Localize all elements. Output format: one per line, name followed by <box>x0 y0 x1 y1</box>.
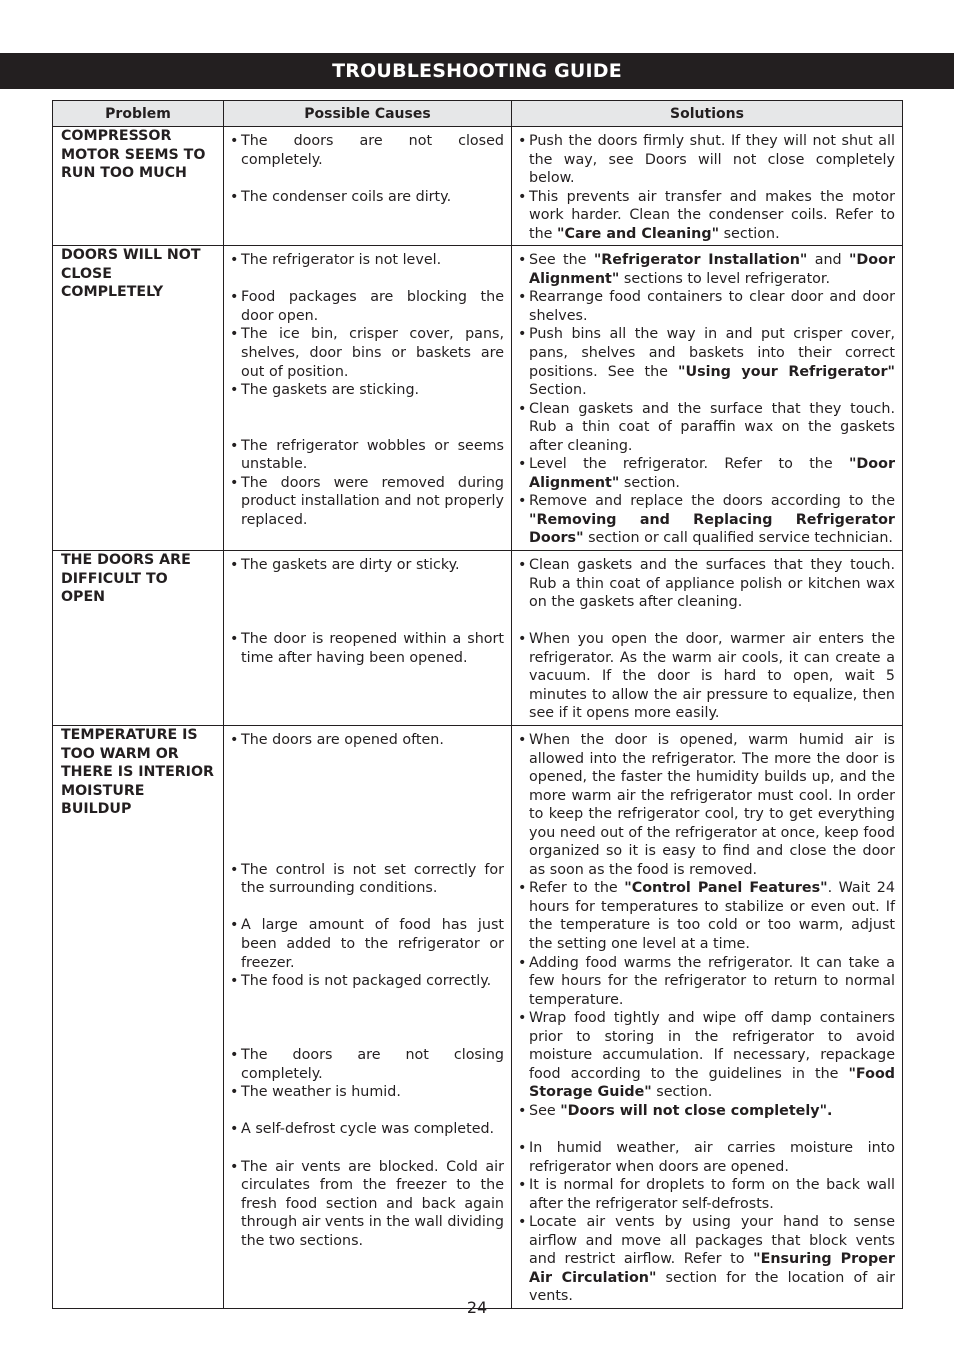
solution-item: • Clean gaskets and the surface that they touch. Rub a thin coat of paraffin wax on the gaskets after cleaning. <box>518 400 895 456</box>
solutions-cell <box>512 725 903 1308</box>
solution-item: • Clean gaskets and the surfaces that they touch. Rub a thin coat of appliance polish or kitchen wax on the gaskets after cleaning. <box>518 556 895 612</box>
solution-item: • Locate air vents by using your hand to sense airflow and move all packages that block vents and restrict airflow. Refer to "Ensuring Proper Air Circulation" section for the location of air vents. <box>518 1213 895 1306</box>
cause-item: • A large amount of food has just been added to the refrigerator or freezer. <box>230 916 504 972</box>
problem-cell: DOORS WILL NOT CLOSE COMPLETELY <box>53 246 224 551</box>
cause-item: • The food is not packaged correctly. <box>230 972 504 991</box>
solution-item: • In humid weather, air carries moisture into refrigerator when doors are opened. <box>518 1139 895 1176</box>
table-row <box>53 725 903 1308</box>
solutions-cell <box>512 551 903 726</box>
header-bar <box>0 53 954 89</box>
solution-item: • Rearrange food containers to clear door and door shelves. <box>518 288 895 325</box>
cause-item: • The refrigerator wobbles or seems unstable. <box>230 437 504 474</box>
table-row <box>53 246 903 551</box>
solution-item: • When you open the door, warmer air enters the refrigerator. As the warm air cools, it can create a vacuum. If the door is hard to open, wait 5 minutes to allow the air pressure to equalize, then see if it opens more easily. <box>518 630 895 723</box>
cause-item: • The gaskets are dirty or sticky. <box>230 556 504 575</box>
solutions-cell <box>512 127 903 246</box>
cause-item: • The doors were removed during product installation and not properly replaced. <box>230 474 504 530</box>
table-header-row <box>53 101 903 127</box>
problem-cell: COMPRESSOR MOTOR SEEMS TO RUN TOO MUCH <box>53 127 224 246</box>
problem-cell: THE DOORS ARE DIFFICULT TO OPEN <box>53 551 224 726</box>
solutions-cell <box>512 246 903 551</box>
cause-item: • The door is reopened within a short time after having been opened. <box>230 630 504 667</box>
causes-cell <box>224 725 512 1308</box>
solution-item: • Wrap food tightly and wipe off damp containers prior to storing in the refrigerator to avoid moisture accumulation. If necessary, repackage food according to the guidelines in the "Food Storage Guide" section. <box>518 1009 895 1102</box>
cause-item: • The doors are opened often. <box>230 731 504 750</box>
solution-item: • Level the refrigerator. Refer to the "Door Alignment" section. <box>518 455 895 492</box>
cause-item: • The air vents are blocked. Cold air circulates from the freezer to the fresh food section and back again through air vents in the wall dividing the two sections. <box>230 1158 504 1251</box>
solution-item: • See the "Refrigerator Installation" and "Door Alignment" sections to level refrigerator. <box>518 251 895 288</box>
cause-item: • The doors are not closed completely. <box>230 132 504 169</box>
cause-item: • The gaskets are sticking. <box>230 381 504 400</box>
column-header-causes: Possible Causes <box>224 101 512 127</box>
cause-item: • The condenser coils are dirty. <box>230 188 504 207</box>
solution-item: • It is normal for droplets to form on the back wall after the refrigerator self-defrosts. <box>518 1176 895 1213</box>
cause-item: • The ice bin, crisper cover, pans, shelves, door bins or baskets are out of position. <box>230 325 504 381</box>
solution-item: • Remove and replace the doors according to the "Removing and Replacing Refrigerator Doors" section or call qualified service technician. <box>518 492 895 548</box>
cause-item: • A self-defrost cycle was completed. <box>230 1120 504 1139</box>
cause-item: • The doors are not closing completely. <box>230 1046 504 1083</box>
solution-item: • Push the doors firmly shut. If they will not shut all the way, see Doors will not close completely below. <box>518 132 895 188</box>
cause-item: • The refrigerator is not level. <box>230 251 504 270</box>
troubleshooting-table <box>52 100 903 1309</box>
column-header-problem: Problem <box>53 101 224 127</box>
causes-cell <box>224 551 512 726</box>
cause-item: • Food packages are blocking the door open. <box>230 288 504 325</box>
solution-item: • Push bins all the way in and put crisper cover, pans, shelves and baskets into their correct positions. See the "Using your Refrigerator" Section. <box>518 325 895 399</box>
cause-item: • The control is not set correctly for the surrounding conditions. <box>230 861 504 898</box>
solution-item: • Refer to the "Control Panel Features". Wait 24 hours for temperatures to stabilize or even out. If the temperature is too cold or too warm, adjust the setting one level at a time. <box>518 879 895 953</box>
solution-item: • This prevents air transfer and makes the motor work harder. Clean the condenser coils. Refer to the "Care and Cleaning" section. <box>518 188 895 244</box>
cause-item: • The weather is humid. <box>230 1083 504 1102</box>
page-title: TROUBLESHOOTING GUIDE <box>332 60 622 82</box>
solution-item: • See "Doors will not close completely". <box>518 1102 895 1121</box>
causes-cell <box>224 127 512 246</box>
page-number: 24 <box>466 1298 488 1317</box>
causes-cell <box>224 246 512 551</box>
solution-item: • When the door is opened, warm humid air is allowed into the refrigerator. The more the door is opened, the faster the humidity builds up, and the more warm air the refrigerator must cool. In order to keep the refrigerator cool, try to get everything you need out of the refrigerator at once, keep food organized so it is easy to find and close the door as soon as the food is removed. <box>518 731 895 879</box>
solution-item: • Adding food warms the refrigerator. It can take a few hours for the refrigerator to return to normal temperature. <box>518 954 895 1010</box>
table-row <box>53 127 903 246</box>
column-header-solutions: Solutions <box>512 101 903 127</box>
problem-cell: TEMPERATURE IS TOO WARM OR THERE IS INTERIOR MOISTURE BUILDUP <box>53 725 224 1308</box>
table-row <box>53 551 903 726</box>
